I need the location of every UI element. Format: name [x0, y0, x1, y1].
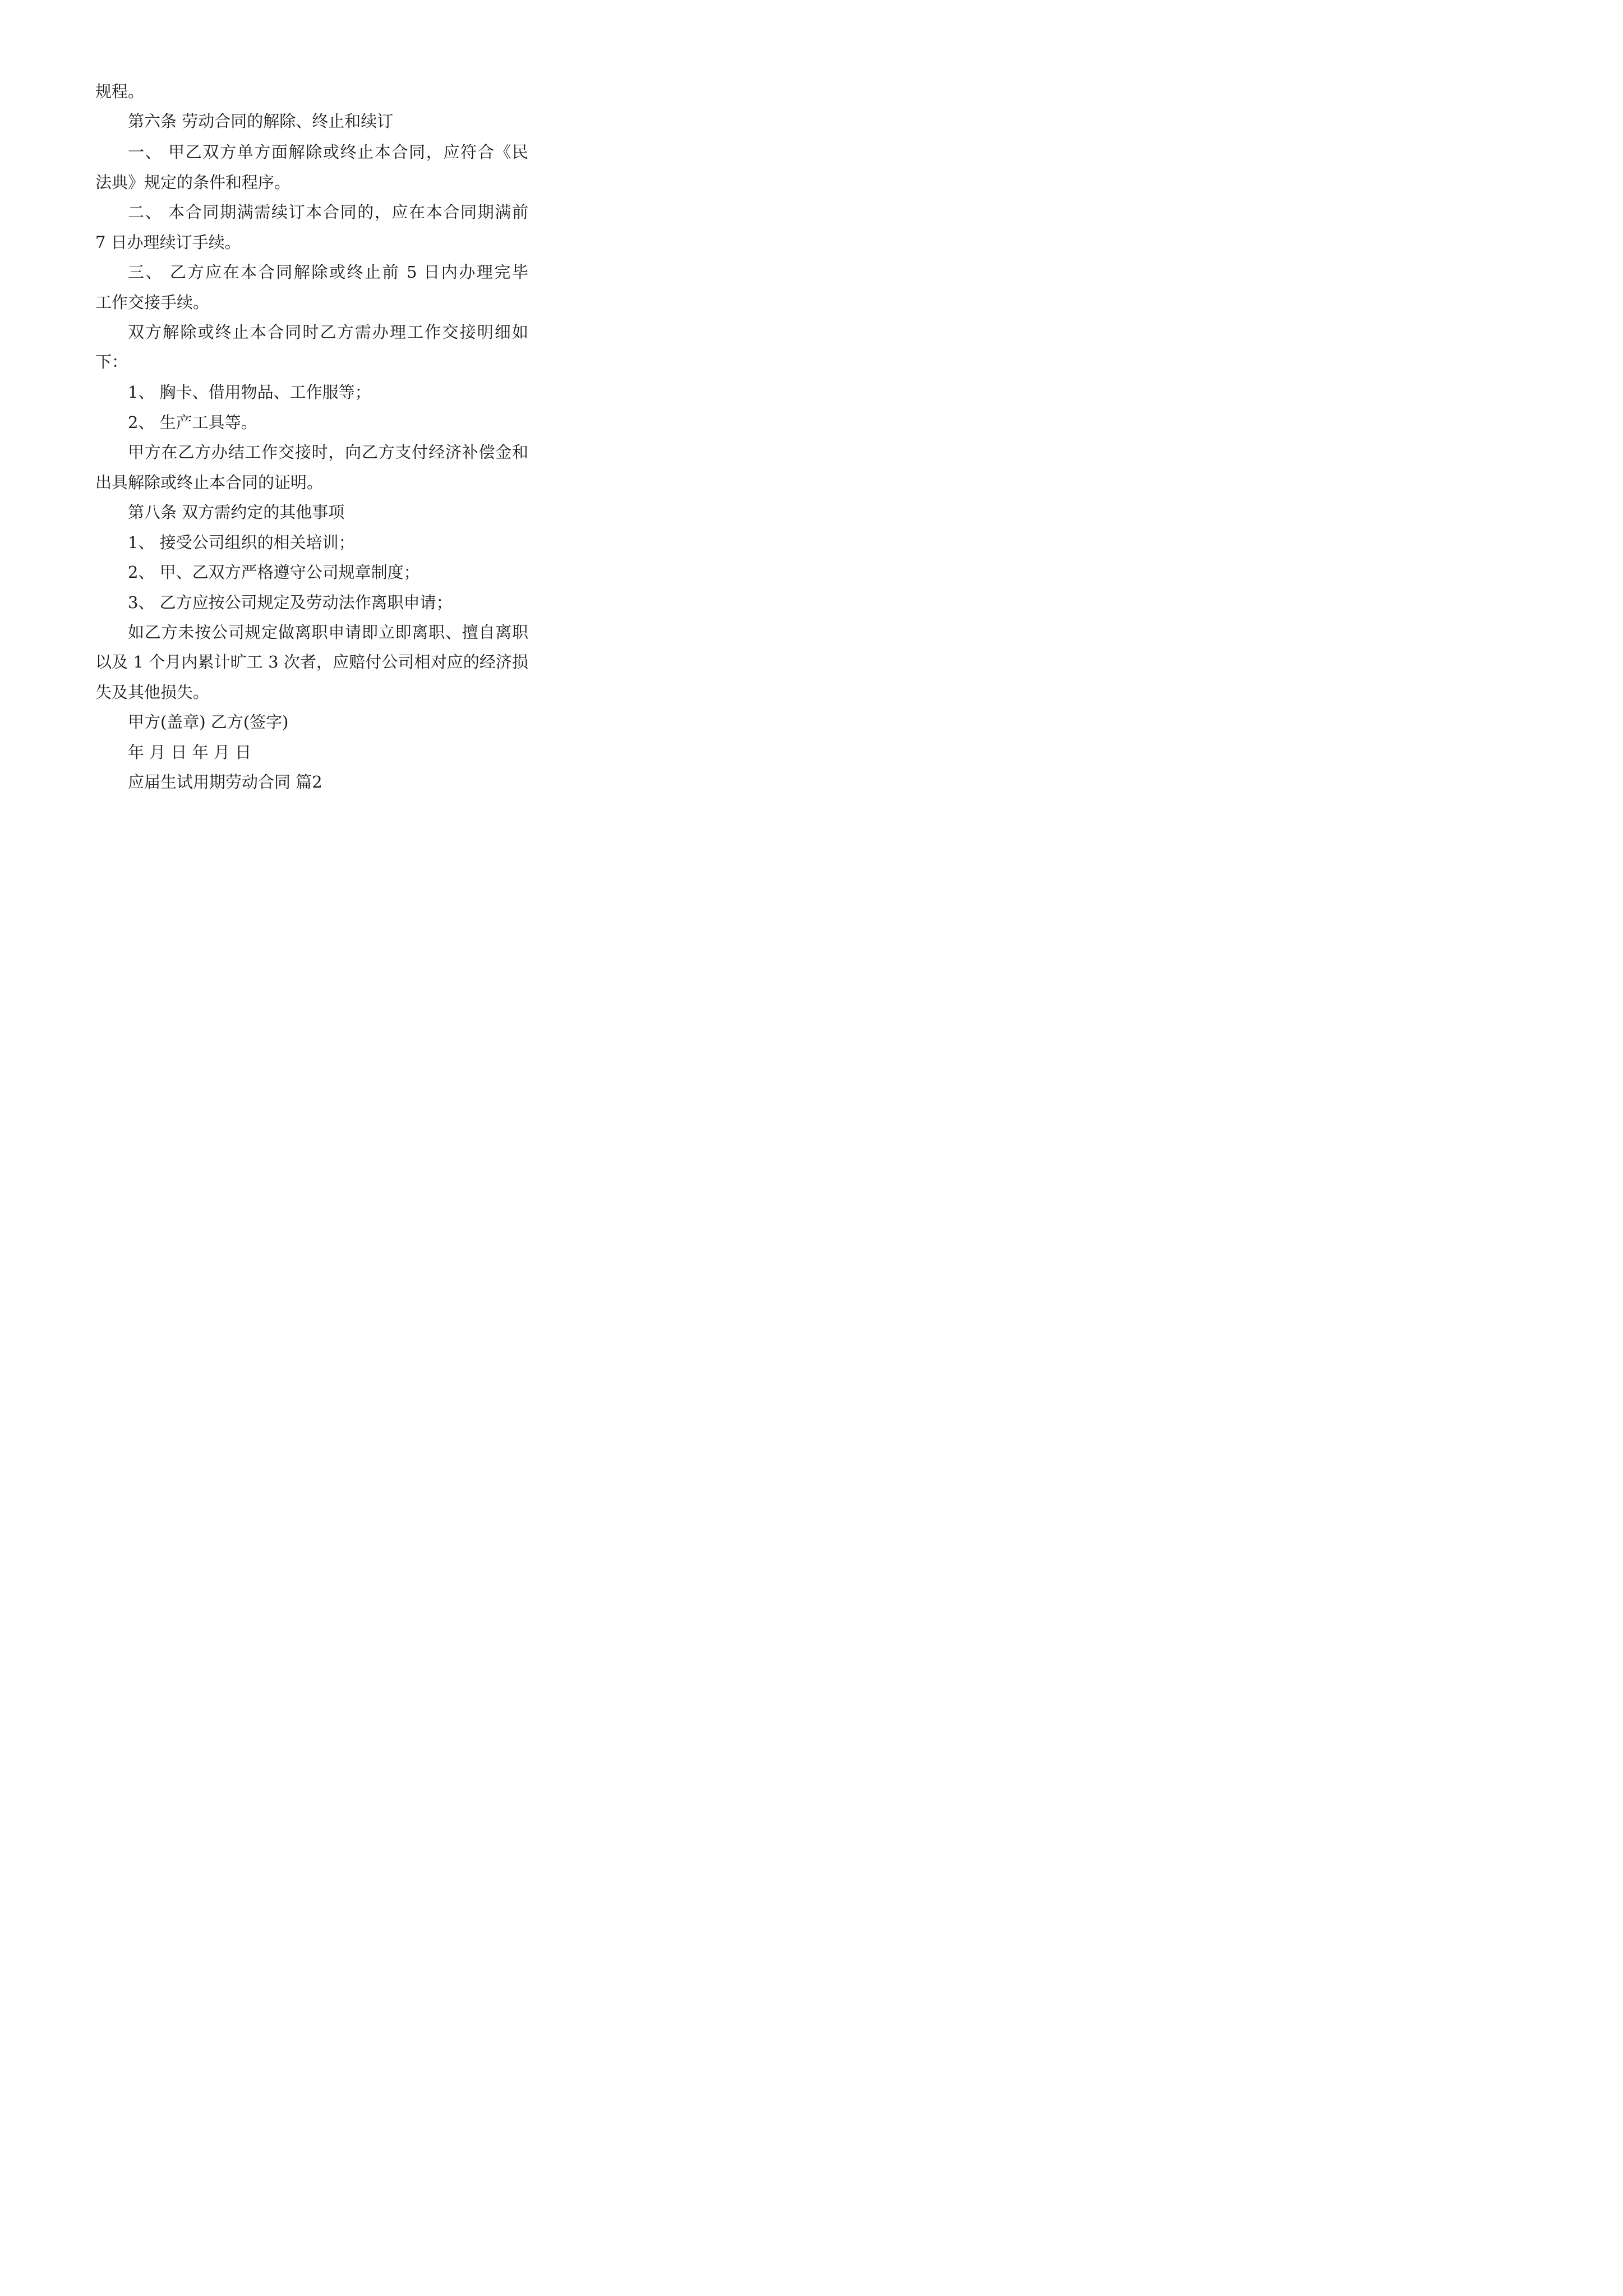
- paragraph-line: 一、 甲乙双方单方面解除或终止本合同，应符合《民: [128, 142, 528, 162]
- paragraph-line: 工作交接手续。: [95, 293, 210, 312]
- section-heading-article-6: 第六条 劳动合同的解除、终止和续订: [128, 112, 394, 131]
- paragraph-line: 规程。: [95, 82, 145, 101]
- document-section-title: 应届生试用期劳动合同 篇2: [128, 772, 322, 792]
- list-item: 2、 甲、乙双方严格遵守公司规章制度；: [128, 563, 420, 582]
- paragraph-line: 下：: [95, 352, 128, 371]
- paragraph-line: 甲方在乙方办结工作交接时，向乙方支付经济补偿金和: [128, 443, 528, 462]
- paragraph-line: 出具解除或终止本合同的证明。: [95, 473, 324, 492]
- paragraph-line: 双方解除或终止本合同时乙方需办理工作交接明细如: [128, 323, 528, 342]
- document-page: [0, 0, 617, 873]
- list-item: 2、 生产工具等。: [128, 413, 257, 432]
- list-item: 1、 胸卡、借用物品、工作服等；: [128, 383, 371, 402]
- list-item: 3、 乙方应按公司规定及劳动法作离职申请；: [128, 593, 453, 612]
- paragraph-line: 失及其他损失。: [95, 683, 210, 702]
- paragraph-line: 三、 乙方应在本合同解除或终止前 5 日内办理完毕: [128, 263, 528, 282]
- paragraph-line: 二、 本合同期满需续订本合同的，应在本合同期满前: [128, 203, 528, 222]
- list-item: 1、 接受公司组织的相关培训；: [128, 533, 355, 552]
- section-heading-article-8: 第八条 双方需约定的其他事项: [128, 503, 345, 522]
- paragraph-line: 7 日办理续订手续。: [95, 233, 241, 252]
- paragraph-line: 如乙方未按公司规定做离职申请即立即离职、擅自离职: [128, 623, 528, 642]
- paragraph-line: 法典》规定的条件和程序。: [95, 173, 291, 192]
- signature-line: 甲方(盖章) 乙方(签字): [128, 712, 289, 731]
- paragraph-line: 以及 1 个月内累计旷工 3 次者，应赔付公司相对应的经济损: [95, 652, 528, 671]
- date-line: 年 月 日 年 月 日: [128, 743, 252, 762]
